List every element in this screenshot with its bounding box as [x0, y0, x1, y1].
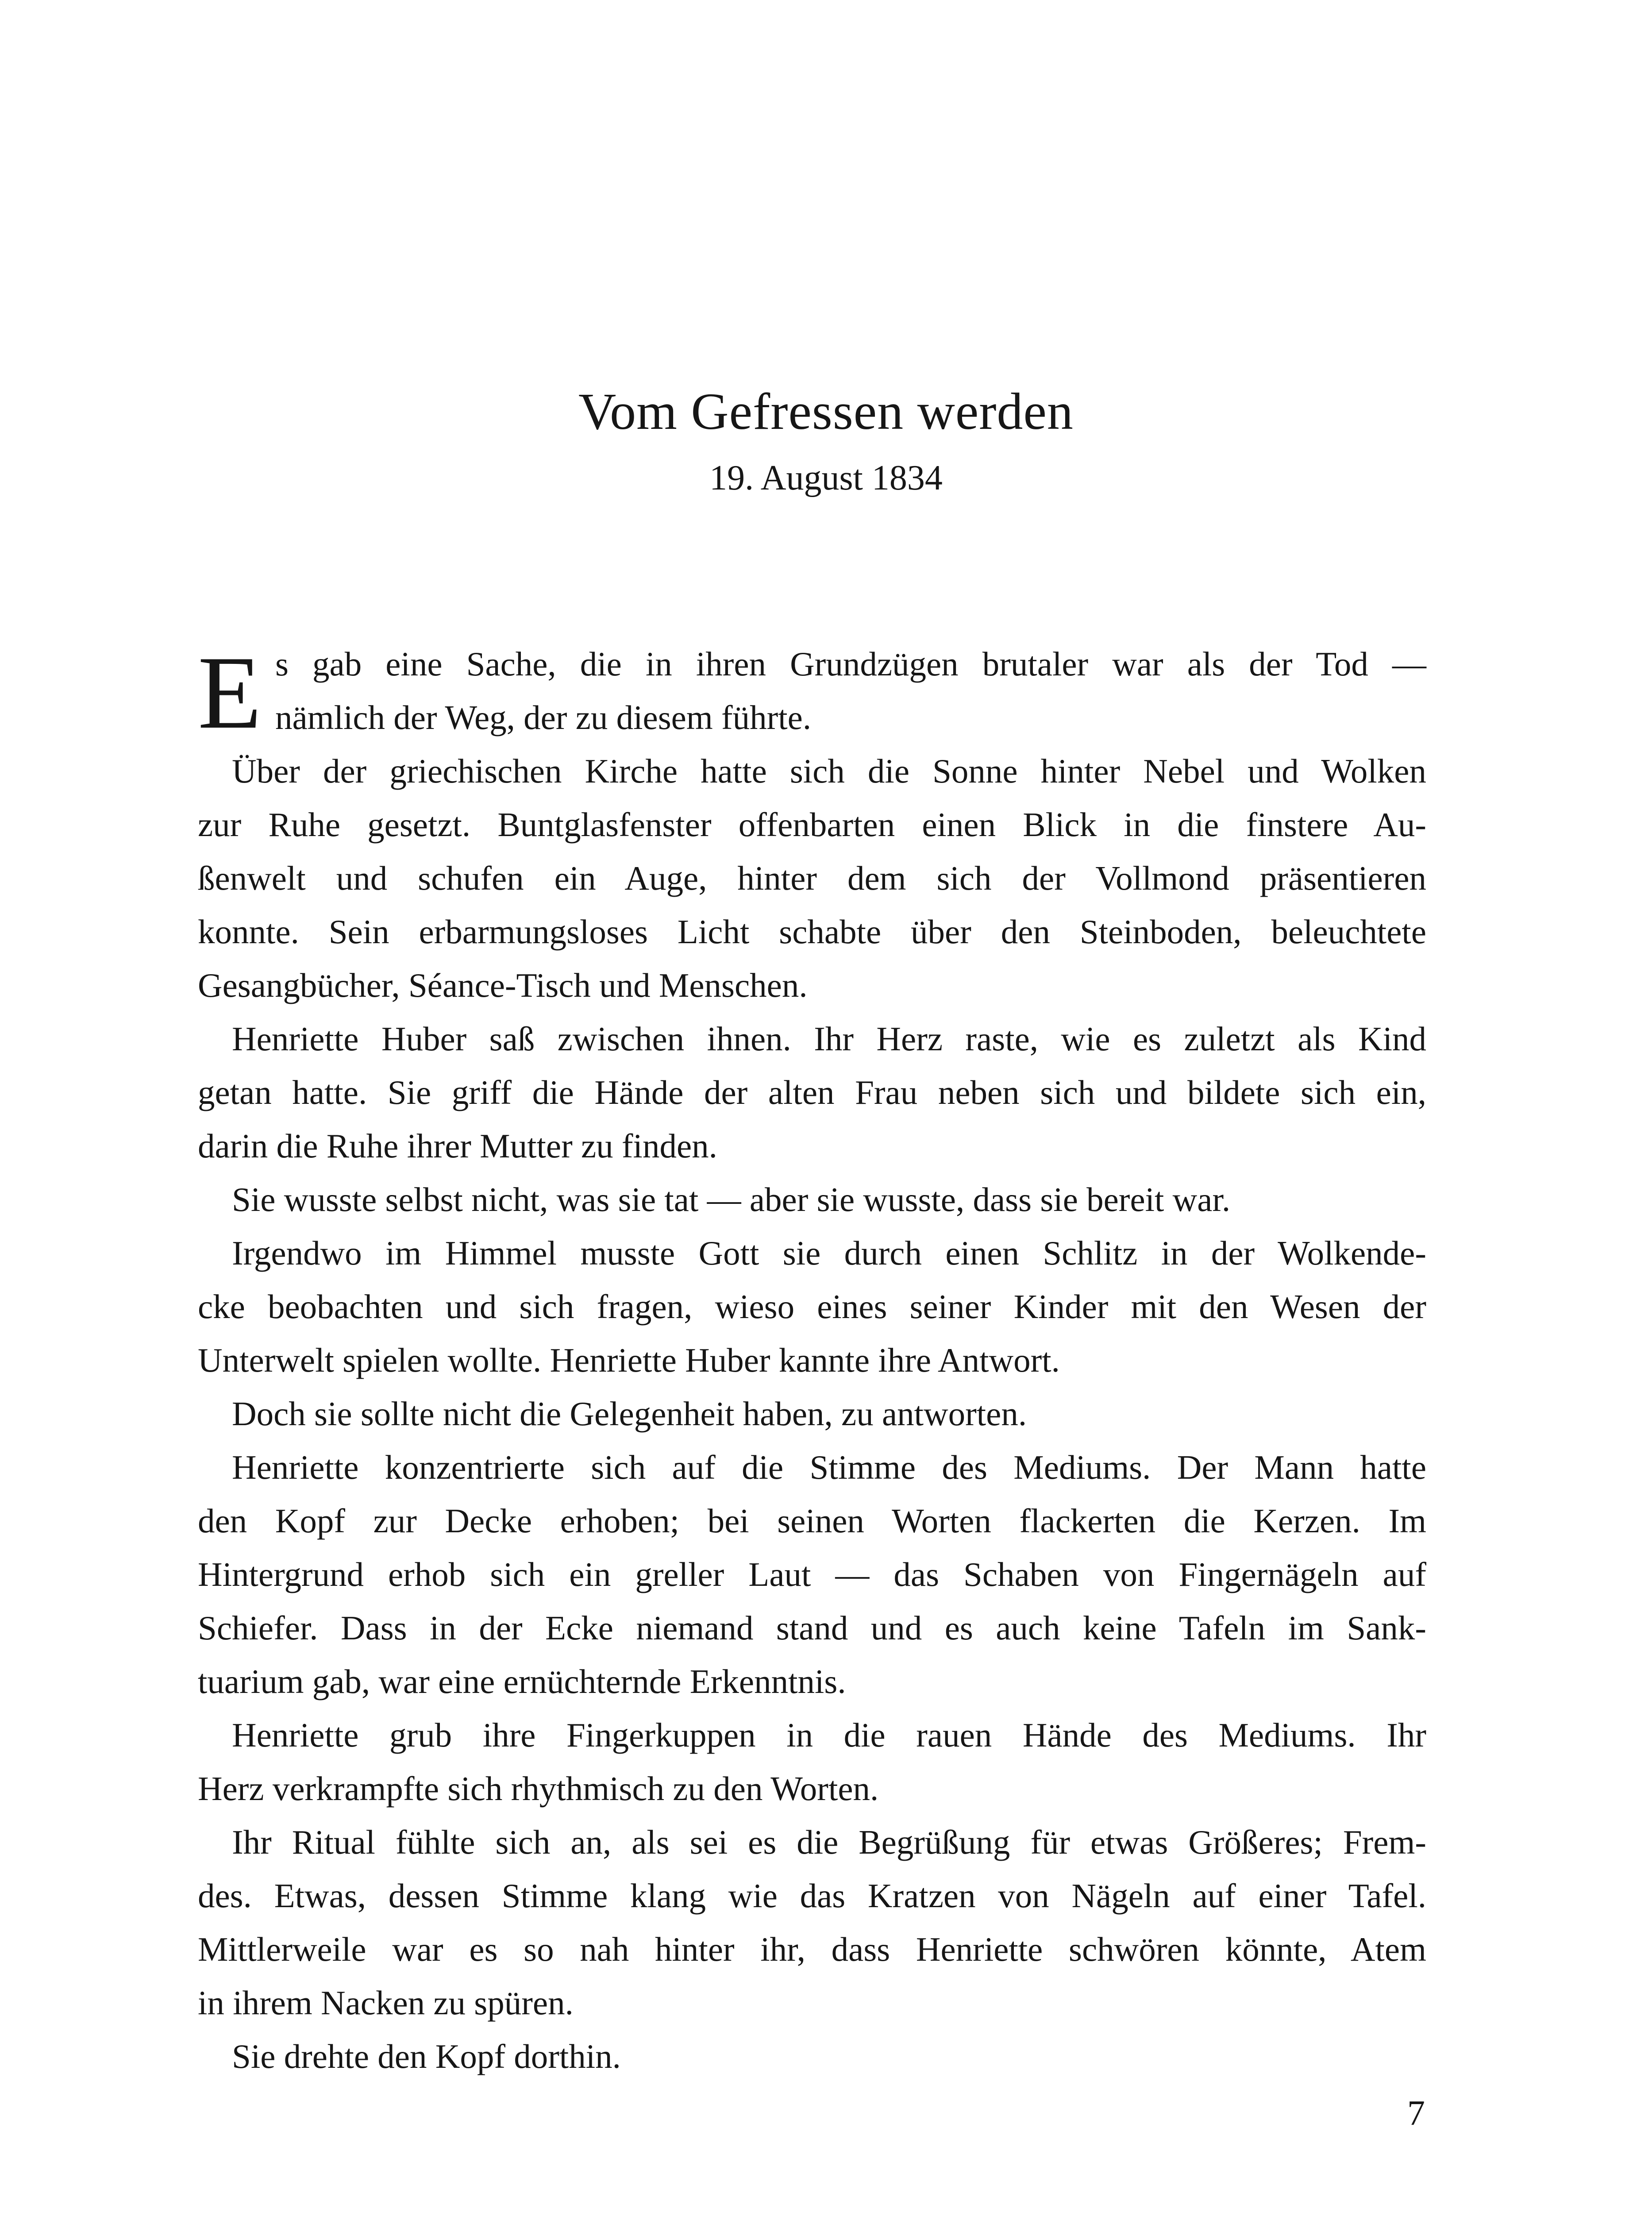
text-line: s gab eine Sache, die in ihren Grundzügen brutaler war als der Tod —	[275, 645, 1426, 683]
text-line: Über der griechischen Kirche hatte sich die Sonne hinter Nebel und Wolken	[232, 752, 1426, 790]
text-line: cke beobachten und sich fragen, wieso eines seiner Kinder mit den Wesen der	[198, 1288, 1426, 1326]
text-line: in ihrem Nacken zu spüren.	[198, 1984, 574, 2022]
text-line: Ihr Ritual fühlte sich an, als sei es die Begrüßung für etwas Größeres; Frem-	[232, 1823, 1426, 1861]
text-line: getan hatte. Sie griff die Hände der alten Frau neben sich und bildete sich ein,	[198, 1073, 1426, 1111]
text-line: Hintergrund erhob sich ein greller Laut — das Schaben von Fingernägeln auf	[198, 1555, 1426, 1593]
text-line: nämlich der Weg, der zu diesem führte.	[275, 698, 812, 736]
text-line: Sie drehte den Kopf dorthin.	[232, 2037, 621, 2075]
text-line: den Kopf zur Decke erhoben; bei seinen Worten flackerten die Kerzen. Im	[198, 1502, 1426, 1540]
text-line: Unterwelt spielen wollte. Henriette Huber kannte ihre Antwort.	[198, 1341, 1060, 1379]
text-line: Mittlerweile war es so nah hinter ihr, dass Henriette schwören könnte, Atem	[198, 1930, 1426, 1968]
text-line: darin die Ruhe ihrer Mutter zu finden.	[198, 1127, 717, 1165]
text-line: Schiefer. Dass in der Ecke niemand stand und es auch keine Tafeln im Sank-	[198, 1609, 1426, 1647]
chapter-title: Vom Gefressen werden	[578, 382, 1074, 440]
text-line: zur Ruhe gesetzt. Buntglasfenster offenbarten einen Blick in die finstere Au-	[198, 806, 1426, 844]
page-number: 7	[1407, 2094, 1425, 2133]
text-line: Henriette konzentrierte sich auf die Stimme des Mediums. Der Mann hatte	[232, 1448, 1426, 1486]
text-line: Sie wusste selbst nicht, was sie tat — aber sie wusste, dass sie bereit war.	[232, 1180, 1231, 1218]
text-line: Herz verkrampfte sich rhythmisch zu den Worten.	[198, 1770, 879, 1808]
text-line: Henriette Huber saß zwischen ihnen. Ihr Herz raste, wie es zuletzt als Kind	[232, 1020, 1426, 1058]
text-line: Irgendwo im Himmel musste Gott sie durch einen Schlitz in der Wolkende-	[232, 1234, 1426, 1272]
drop-cap: E	[198, 635, 262, 751]
chapter-date: 19. August 1834	[709, 459, 943, 497]
text-line: Gesangbücher, Séance-Tisch und Menschen.	[198, 966, 808, 1004]
body-text	[198, 637, 1426, 2083]
text-line: Henriette grub ihre Fingerkuppen in die rauen Hände des Mediums. Ihr	[232, 1716, 1426, 1754]
text-line: tuarium gab, war eine ernüchternde Erkenntnis.	[198, 1662, 846, 1700]
text-line: Doch sie sollte nicht die Gelegenheit haben, zu antworten.	[232, 1395, 1027, 1433]
text-line: ßenwelt und schufen ein Auge, hinter dem sich der Vollmond präsentieren	[198, 859, 1426, 897]
text-line: konnte. Sein erbarmungsloses Licht schabte über den Steinboden, beleuchtete	[198, 913, 1426, 951]
text-line: des. Etwas, dessen Stimme klang wie das Kratzen von Nägeln auf einer Tafel.	[198, 1877, 1426, 1915]
